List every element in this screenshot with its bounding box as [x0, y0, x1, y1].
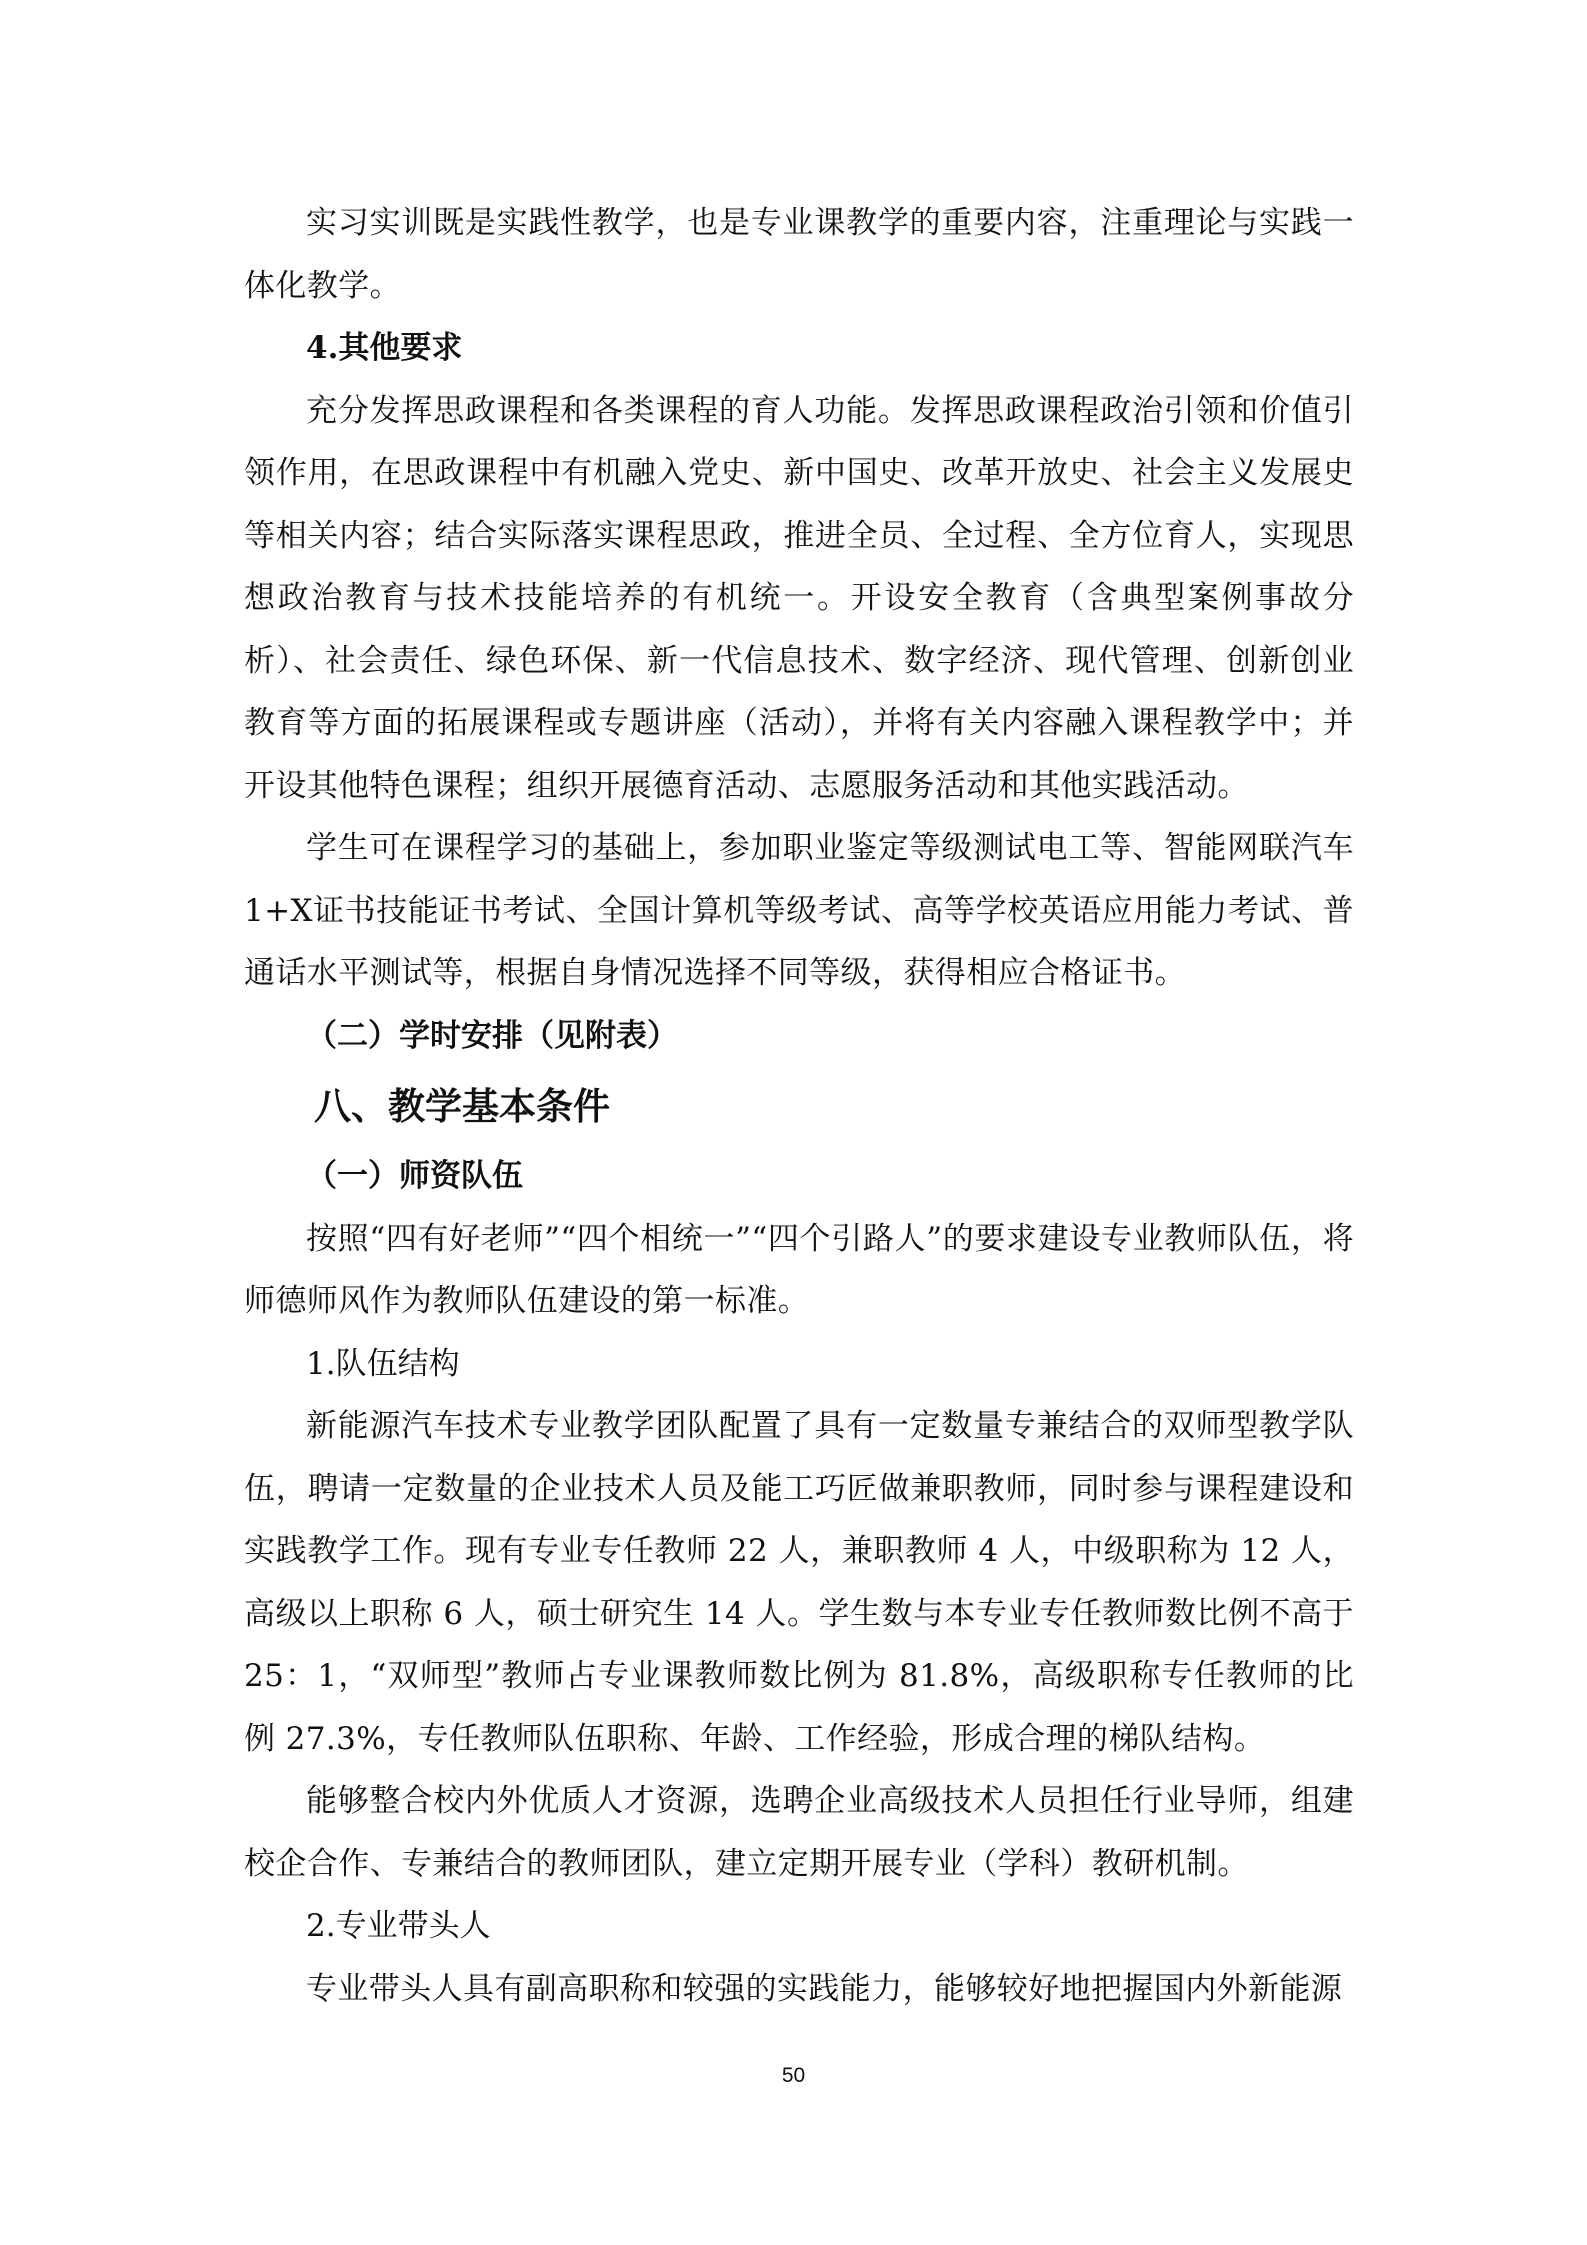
paragraph-team-composition: 新能源汽车技术专业教学团队配置了具有一定数量专兼结合的双师型教学队伍，聘请一定数量的企业技术人员及能工巧匠做兼职教师，同时参与课程建设和实践教学工作。现有专业专任教师 22 人，兼职教师 4 人，中级职称为 12 人，高级以上职称 6 人，硕士研究生 14 人。学生数与本专业专任教师数比例不高于25：1，“双师型”教师占专业课教师数比例为 81.8%，高级职称专任教师的比例 27.3%，专任教师队伍职称、年龄、工作经验，形成合理的梯队结构。 [244, 1408, 1354, 1757]
paragraph-program-leader: 专业带头人具有副高职称和较强的实践能力，能够较好地把握国内外新能源 [306, 1970, 1343, 2007]
heading-teaching-staff: （一）师资队伍 [306, 1158, 523, 1194]
document-body [244, 192, 1354, 2020]
paragraph-certificates: 学生可在课程学习的基础上，参加职业鉴定等级测试电工等、智能网联汽车1+X证书技能证书考试、全国计算机等级考试、高等学校英语应用能力考试、普通话水平测试等，根据自身情况选择不同等级，获得相应合格证书。 [244, 830, 1354, 991]
subheading-program-leader: 2.专业带头人 [306, 1908, 491, 1944]
paragraph-practice-training: 实习实训既是实践性教学，也是专业课教学的重要内容，注重理论与实践一体化教学。 [244, 205, 1354, 304]
paragraph-ideological-courses: 充分发挥思政课程和各类课程的育人功能。发挥思政课程政治引领和价值引领作用，在思政课程中有机融入党史、新中国史、改革开放史、社会主义发展史等相关内容；结合实际落实课程思政，推进全员、全过程、全方位育人，实现思想政治教育与技术技能培养的有机统一。开设安全教育（含典型案例事故分析）、社会责任、绿色环保、新一代信息技术、数字经济、现代管理、创新创业教育等方面的拓展课程或专题讲座（活动），并将有关内容融入课程教学中；并开设其他特色课程；组织开展德育活动、志愿服务活动和其他实践活动。 [244, 392, 1354, 804]
heading-class-hours: （二）学时安排（见附表） [306, 1017, 678, 1054]
subheading-team-structure: 1.队伍结构 [306, 1345, 460, 1382]
paragraph-resource-integration: 能够整合校内外优质人才资源，选聘企业高级技术人员担任行业导师，组建校企合作、专兼结合的教师团队，建立定期开展专业（学科）教研机制。 [244, 1783, 1354, 1882]
heading-other-requirements: 4.其他要求 [306, 330, 463, 366]
section-title-teaching-conditions: 八、教学基本条件 [314, 1084, 610, 1128]
paragraph-teacher-standards: 按照“四有好老师”“四个相统一”“四个引路人”的要求建设专业教师队伍，将师德师风作为教师队伍建设的第一标准。 [244, 1220, 1354, 1319]
page-number: 50 [781, 2064, 806, 2087]
